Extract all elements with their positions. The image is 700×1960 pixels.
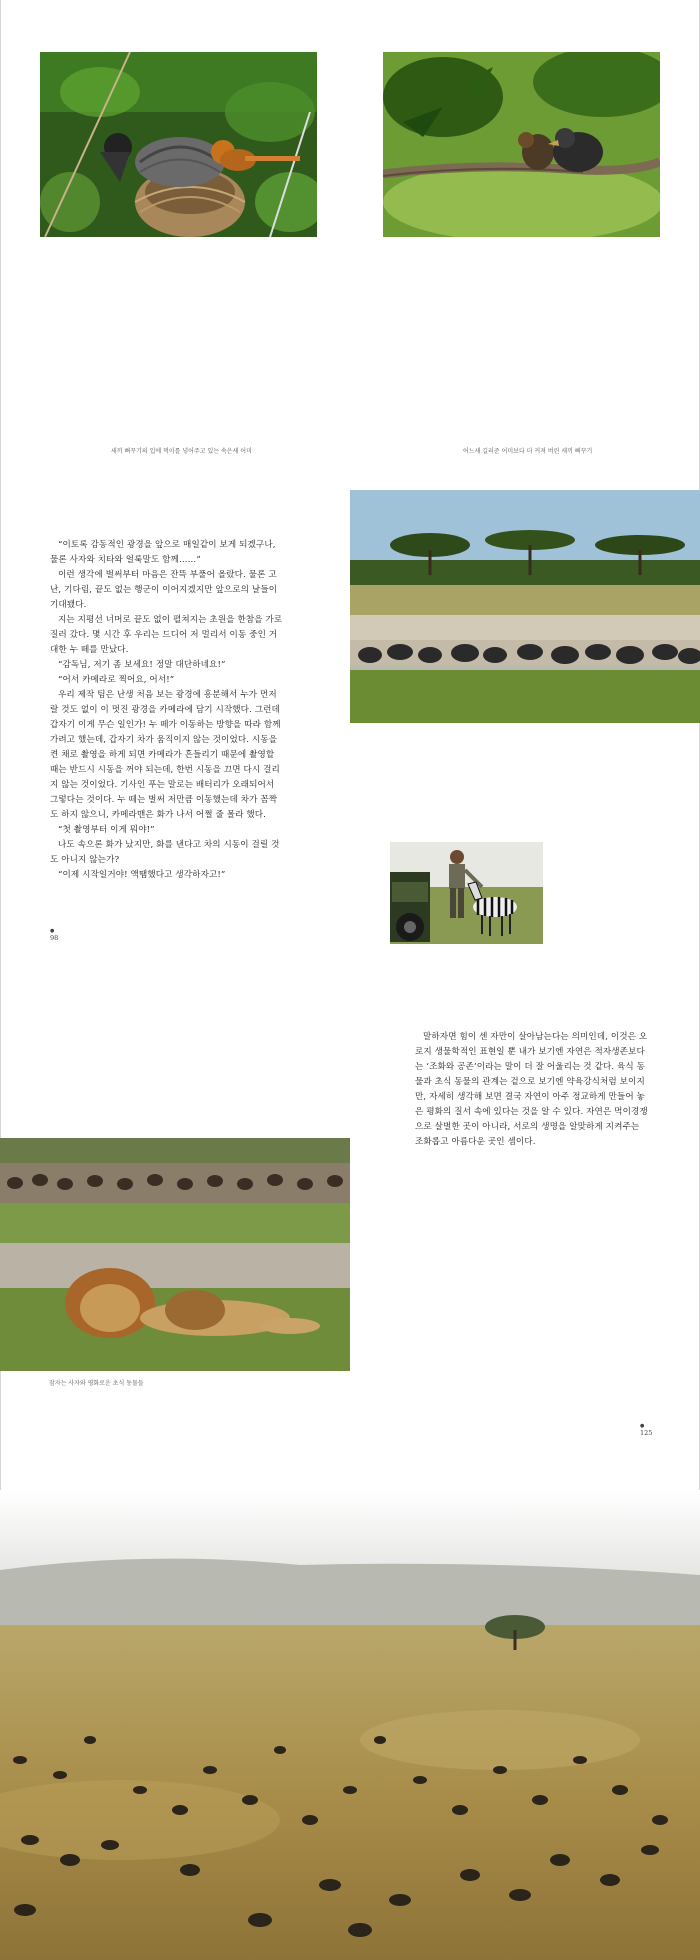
- caption-cuckoo-branch: 어느새 길러준 어미보다 더 커져 버린 새끼 뻐꾸기: [463, 448, 593, 455]
- paragraph: “감독님, 저기 좀 보세요! 정말 대단하네요!”: [58, 660, 226, 670]
- paragraph: “이토록 감동적인 광경을 앞으로 매일같이 보게 되겠구나, 물론 사자와 치타와 얼룩말도 함께……”: [50, 540, 276, 565]
- cuckoo-nest-photo: [40, 52, 317, 237]
- lions-sleeping-photo: [0, 1138, 350, 1371]
- page-number-right: ● 125: [640, 1423, 653, 1437]
- paragraph: “이제 시작일거야! 액땜했다고 생각하자고!”: [58, 870, 226, 880]
- paragraph: 지는 지평선 너머로 끝도 없이 펼쳐지는 초원을 한참을 가로질러 갔다. 몇 시간 후 우리는 드디어 저 멀리서 이동 중인 거대한 누 떼를 만났다.: [50, 615, 283, 655]
- man-with-zebra-photo: [390, 842, 543, 944]
- paragraph: 말하자면 힘이 센 자만이 살아남는다는 의미인데, 이것은 오로지 생물학적인 표현일 뿐 내가 보기엔 자연은 적자생존보다는 ‘조화와 공존’이라는 말이 더 잘 어울리는 것 같다. 육식 동물과 초식 동물의 관계는 겉으로 보기엔 약육강식처럼 보이지만, 자세히 생각해 보면 결국 자연이 아주 정교하게 만들어 놓은 평화의 질서 속에 있다는 것을 알 수 있다. 자연은 먹이경쟁으로 살벌한 곳이 아니라, 서로의 생명을 알맞하게 지켜주는 조화롭고 아름다운 곳인 셈이다.: [415, 1032, 648, 1147]
- paragraph: “어서 카메라로 찍어요, 어서!”: [58, 675, 175, 685]
- caption-lions: 잠자는 사자와 평화로운 초식 동물들: [49, 1380, 144, 1387]
- paragraph: “첫 촬영부터 이게 뭐야!”: [58, 825, 155, 835]
- paragraph: 이런 생각에 벌써부터 마음은 잔뜩 부풀어 올랐다. 물론 고난, 기다림, 끝도 없는 행군이 이어지겠지만 앞으로의 날들이 기대됐다.: [50, 570, 278, 610]
- caption-cuckoo-nest: 새끼 뻐꾸기의 입에 먹이를 넣어주고 있는 속은새 어미: [111, 448, 252, 455]
- paragraph: 우리 제작 팀은 난생 처음 보는 광경에 흥분해서 누가 먼저랄 것도 없이 이 멋진 광경을 카메라에 담기 시작했다. 그런데 갑자기 이게 무슨 일인가! 누 떼가 이동하는 방향을 따라 함께 가려고 했는데, 갑자기 차가 움직이지 않는 것이었다. 시동을 켠 채로 촬영을 하게 되면 카메라가 흔들리기 때문에 촬영할 때는 반드시 시동을 꺼야 되는데, 한번 시동을 끄면 다시 걸리지 않는 것이었다. 기사인 푸는 말로는 배터리가 오래되어서 그렇다는 것이다. 누 떼는 벌써 저만큼 이동했는데 차가 꼼짝도 하지 않으니, 카메라맨은 화가 나서 어쩔 줄 몰라 했다.: [50, 690, 281, 820]
- right-page-text: [415, 1030, 650, 1150]
- left-page-text: [50, 538, 285, 883]
- page-number-left: ● 98: [50, 928, 59, 942]
- savanna-migration-photo: [0, 1490, 700, 1960]
- cuckoo-branch-photo: [383, 52, 660, 237]
- paragraph: 나도 속으론 화가 났지만, 화를 낸다고 차의 시동이 걸릴 것도 아니지 않는가?: [50, 840, 280, 865]
- wildebeest-herd-photo: [350, 490, 700, 723]
